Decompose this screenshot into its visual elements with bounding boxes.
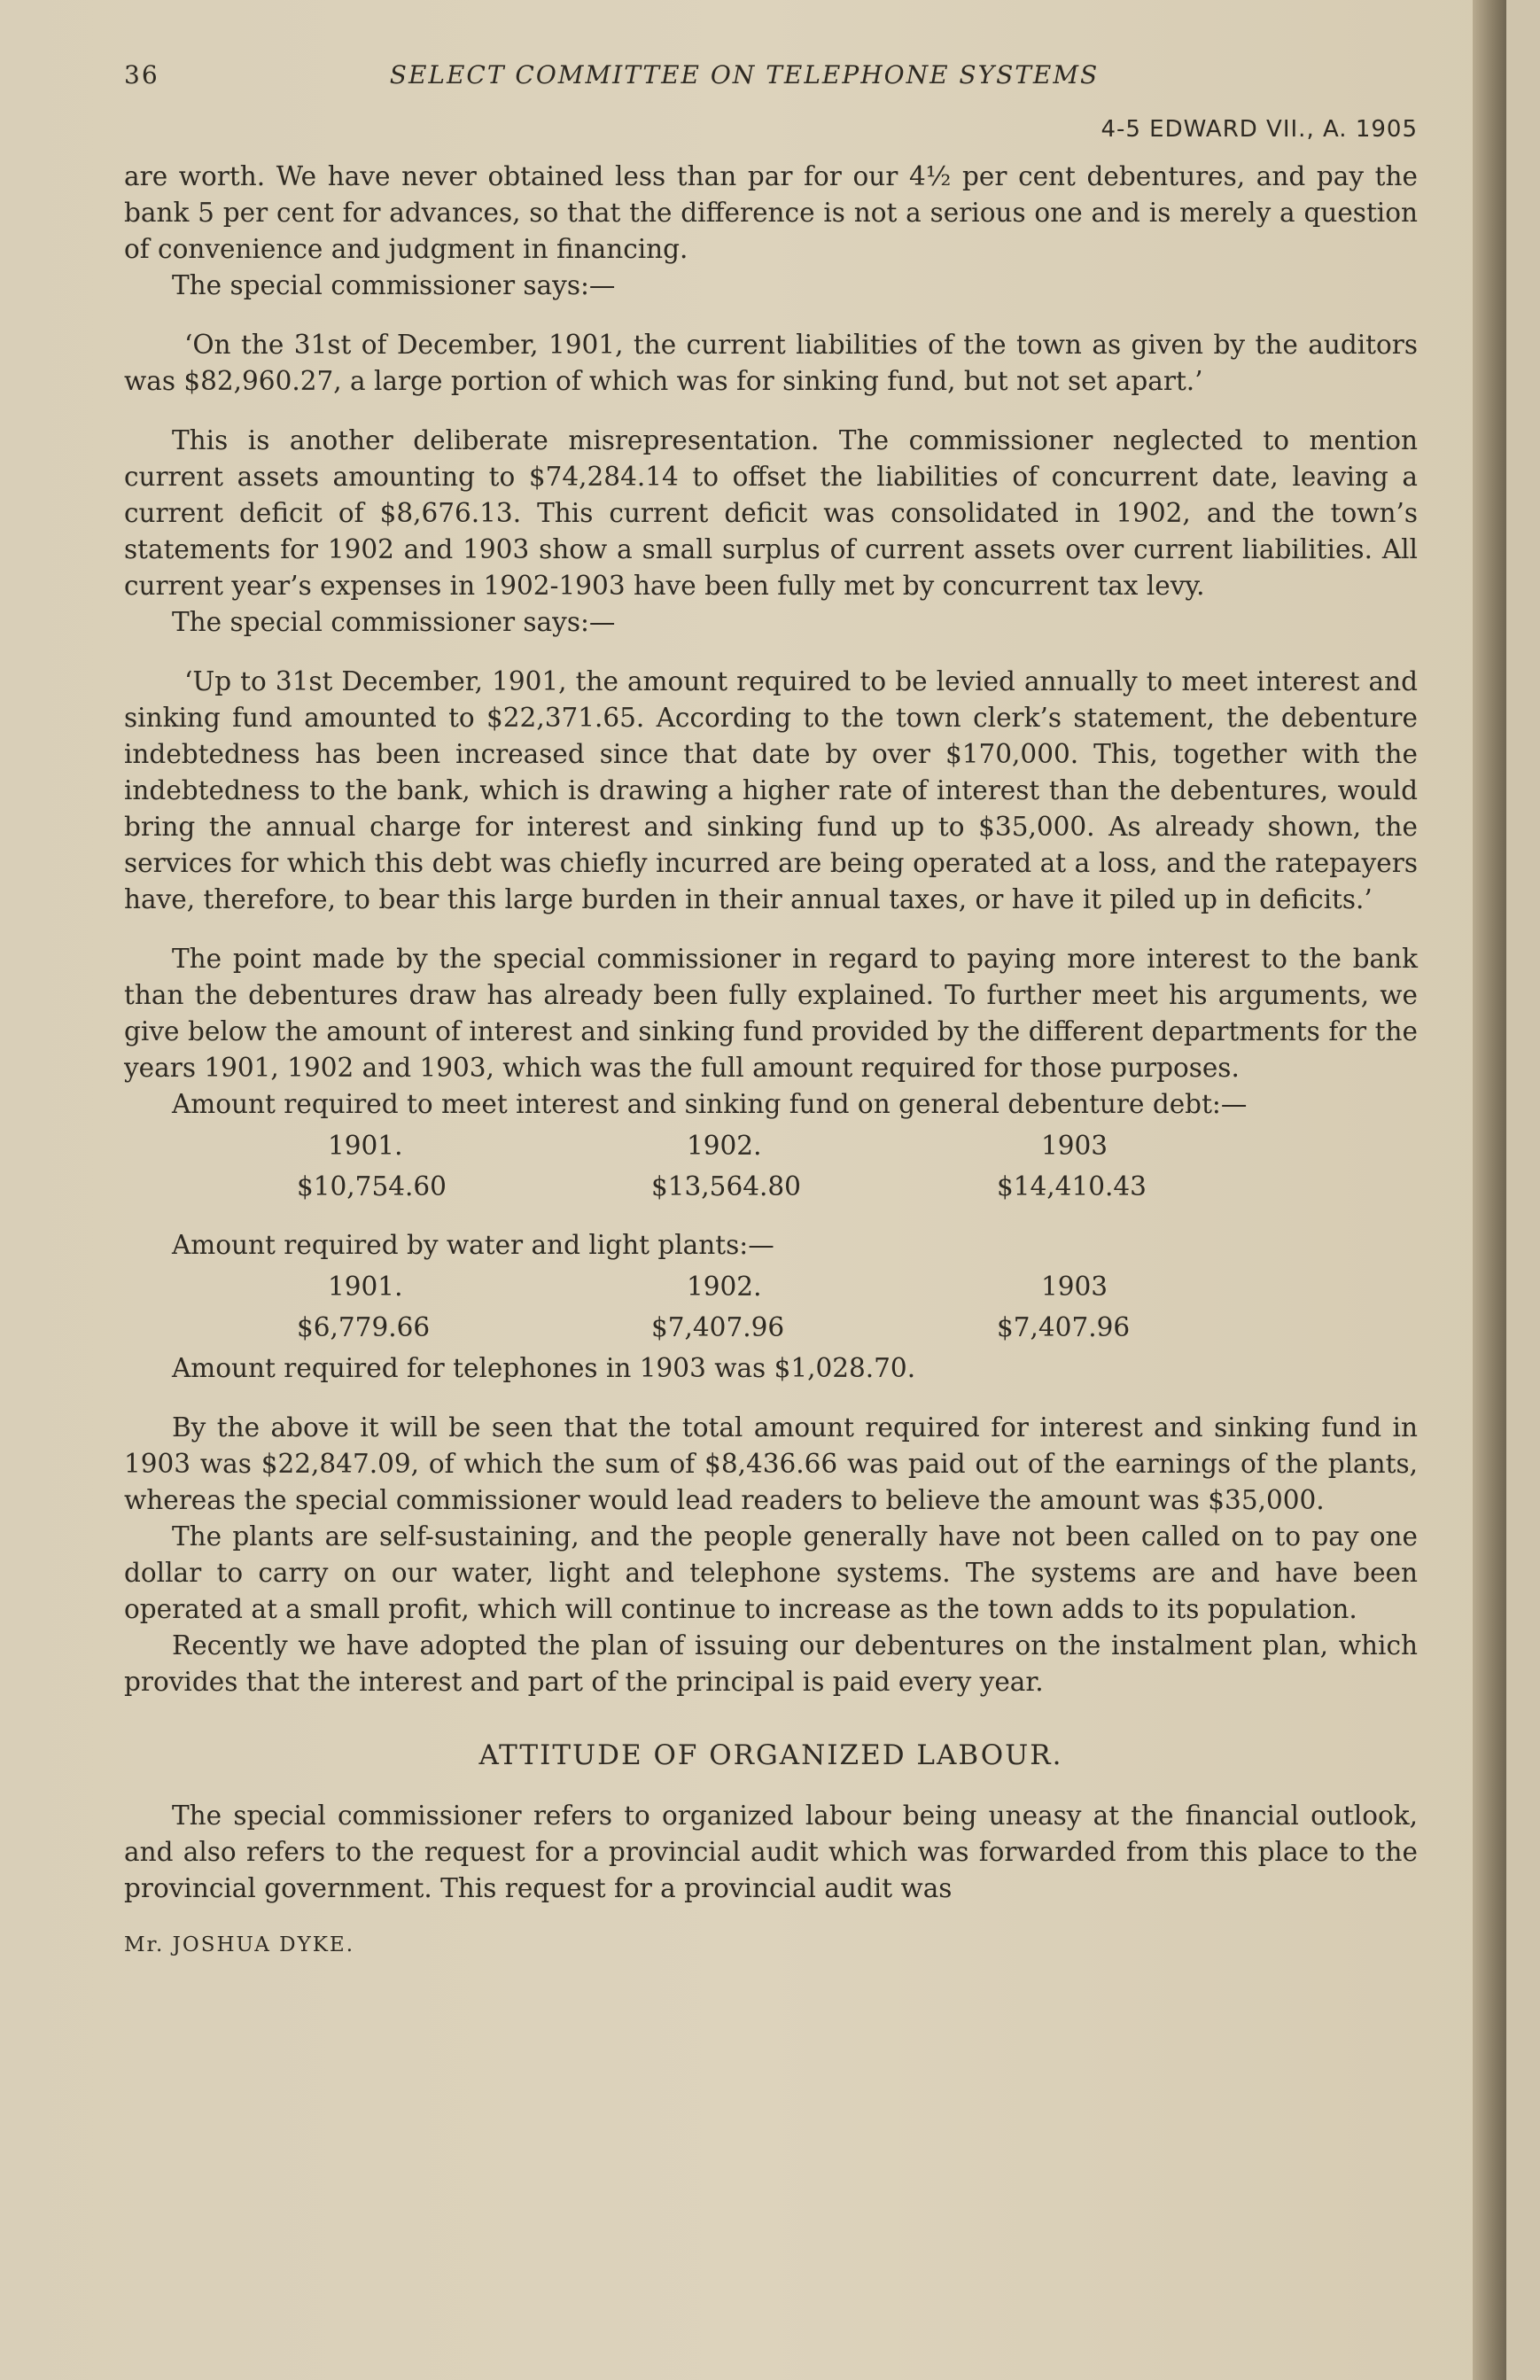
plants-table [124,1269,1418,1345]
quote-1: ‘On the 31st of December, 1901, the current liabilities of the town as given by the auditors was $82,960.27, a large portion of which was for sinking fund, but not set apart.’ [124,330,1418,396]
year-cell: 1901. [328,1272,403,1302]
session-reference: 4-5 EDWARD VII., A. 1905 [1101,116,1418,143]
paragraph-8: Amount required to meet interest and sinking fund on general debenture debt:— [172,1089,1248,1119]
section-heading: ATTITUDE OF ORGANIZED LABOUR. [478,1739,1063,1771]
year-cell: 1902. [687,1272,762,1302]
paragraph-2: The special commissioner says:— [172,270,616,300]
amount-cell: $7,407.96 [997,1312,1131,1342]
footer-speaker: Mr. JOSHUA DYKE. [124,1933,355,1956]
quote-2: ‘Up to 31st December, 1901, the amount required to be levied annually to meet interest and sinking fund amounted to $22,371.65. According to the town clerk’s statement, the debenture indebtedness has been increased since that date by over $170,000. This, together with the indebtedness to the bank, which is drawing a higher rate of interest than the debentures, would bring the annual charge for interest and sinking fund up to $35,000. As already shown, the services for which this debt was chiefly incurred are being operated at a loss, and the ratepayers have, therefore, to bear this large burden in their annual taxes, or have it piled up in deficits.’ [124,666,1418,914]
amount-cell: $7,407.96 [651,1312,785,1342]
table-row [124,1169,1418,1204]
paragraph-14: The special commissioner refers to organized labour being uneasy at the financial outlook, and also refers to the request for a provincial audit which was forwarded from this place to the provincial government. This request for a provincial audit was [124,1801,1418,1903]
year-cell: 1901. [328,1131,403,1161]
year-cell: 1902. [687,1131,762,1161]
table-row [124,1128,1418,1163]
general-debenture-table [124,1128,1418,1204]
year-cell: 1903 [1041,1131,1108,1161]
paragraph-12: The plants are self-sustaining, and the people generally have not been called on to pay one dollar to carry on our water, light and telephone systems. The systems are and have been operated at a small profit, which will continue to increase as the town adds to its population. [124,1521,1418,1624]
paragraph-11: By the above it will be seen that the total amount required for interest and sinking fund in 1903 was $22,847.09, of which the sum of $8,436.66 was paid out of the earnings of the plants, whereas the special commissioner would lead readers to believe the amount was $35,000. [124,1412,1418,1515]
paragraph-7: The point made by the special commissioner in regard to paying more interest to the bank than the debentures draw has already been fully explained. To further meet his arguments, we give below the amount of interest and sinking fund provided by the different departments for the years 1901, 1902 and 1903, which was the full amount required for those purposes. [124,944,1418,1083]
amount-cell: $6,779.66 [297,1312,431,1342]
running-title: SELECT COMMITTEE ON TELEPHONE SYSTEMS [389,60,1100,89]
year-cell: 1903 [1041,1272,1108,1302]
paragraph-10: Amount required for telephones in 1903 was $1,028.70. [172,1353,916,1383]
table-row [124,1310,1418,1345]
amount-cell: $14,410.43 [997,1171,1147,1202]
paragraph-13: Recently we have adopted the plan of issuing our debentures on the instalment plan, which provides that the interest and part of the principal is paid every year. [124,1630,1418,1697]
page-edge [1473,0,1506,2380]
paragraph-4: This is another deliberate misrepresentation. The commissioner neglected to mention current assets amounting to $74,284.14 to offset the liabilities of concurrent date, leaving a current deficit of $8,676.13. This current deficit was consolidated in 1902, and the town’s statements for 1902 and 1903 show a small surplus of current assets over current liabilities. All current year’s expenses in 1902-1903 have been fully met by concurrent tax levy. [124,425,1418,601]
paragraph-5: The special commissioner says:— [172,607,616,637]
paragraph-1: are worth. We have never obtained less than par for our 4½ per cent debentures, and pay the bank 5 per cent for advances, so that the difference is not a serious one and is merely a question of convenience and judgment in financing. [124,161,1418,264]
page-number: 36 [124,60,159,89]
paragraph-9: Amount required by water and light plants:— [172,1230,774,1260]
amount-cell: $10,754.60 [297,1171,447,1202]
page-header [124,60,1418,89]
table-row [124,1269,1418,1304]
amount-cell: $13,564.80 [651,1171,801,1202]
